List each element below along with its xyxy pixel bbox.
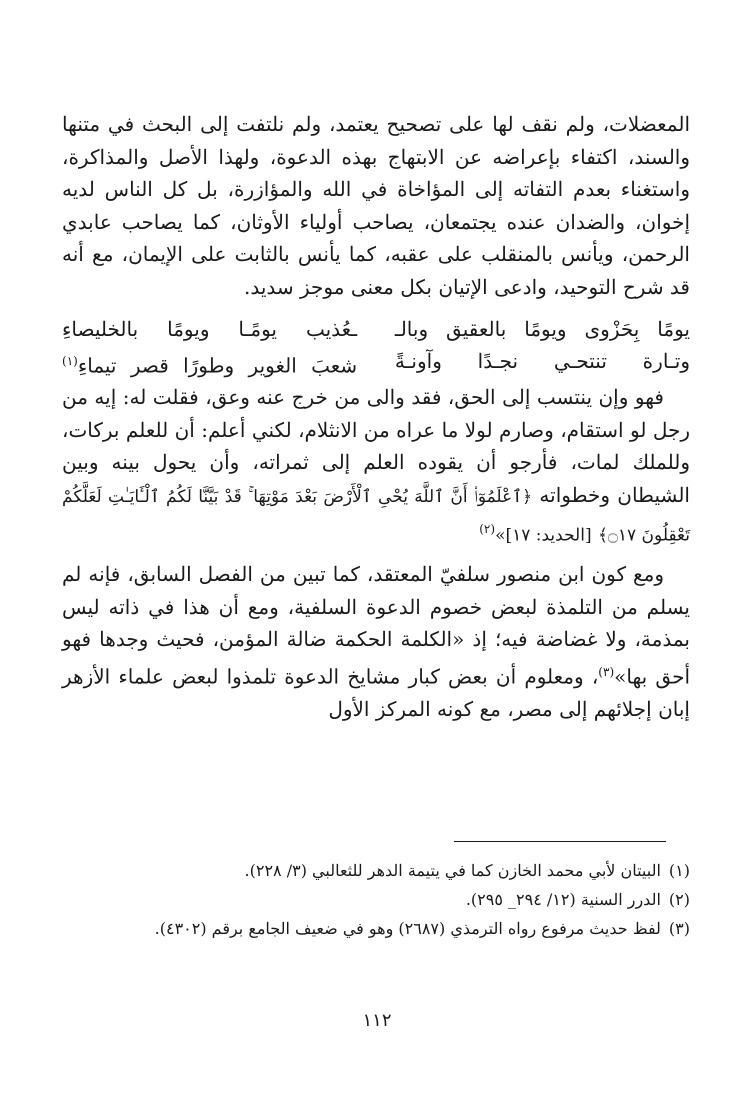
- verse-1-second-hemistich: ـعُذيب يومًـا ويومًا بالخليصاءِ: [62, 317, 358, 341]
- footnote-1-text: البيتان لأبي محمد الخازن كما في يتيمة الدهر للثعالبي (٣/ ٢٢٨).: [244, 861, 661, 880]
- footnote-3: [62, 916, 690, 941]
- main-text: [62, 108, 690, 725]
- footnote-separator: [454, 841, 666, 842]
- paragraph-2-text: فهو وإن ينتسب إلى الحق، فقد والى من خرج عنه وعق، فقلت له: إيه من رجل لو استقام، وصارم لولا ما عراه من الانثلام، لكني أعلم: أن للعلم بركات، وللملك لمات، فأرجو أن يقوده العلم إلى ثمراته، وأن يحول بينه وبين الشيطان وخطواته: [62, 385, 690, 507]
- footnote-1-number: (١): [668, 861, 690, 880]
- poem: [62, 313, 690, 377]
- verse-2-first-hemistich: وتـارة تنتحـي نجـدًا وآونـةً: [394, 349, 690, 373]
- verse-2: [62, 345, 690, 377]
- quran-reference: [الحديد: ١٧]»: [495, 525, 592, 546]
- footnote-3-text: لفظ حديث مرفوع رواه الترمذي (٢٦٨٧) وهو في ضعيف الجامع برقم (٤٣٠٢).: [154, 919, 661, 938]
- verse-2-second-hemistich-wrap: [62, 345, 357, 377]
- paragraph-3-text-b: ، ومعلوم أن بعض كبار مشايخ الدعوة تلمذوا لبعض علماء الأزهر إبان إجلائهم إلى مصر، مع كونه المركز الأول: [62, 664, 690, 721]
- verse-1: [62, 313, 690, 345]
- footnotes: [62, 858, 690, 945]
- verse-2-second-hemistich: شعبَ الغوير وطورًا قصر تيماءِ: [77, 353, 358, 378]
- footnote-ref-1: (١): [62, 354, 78, 368]
- footnote-2: [62, 887, 690, 912]
- quran-verse: ﴿ٱعْلَمُوٓا۟ أَنَّ ٱللَّهَ يُحْىِ ٱلْأَرْضَ بَعْدَ مَوْتِهَا ۚ قَدْ بَيَّنَّا لَكُمُ ٱلْـَٔايَـٰتِ لَعَلَّكُمْ تَعْقِلُونَ ۝١٧﴾: [62, 486, 690, 546]
- page-number: ١١٢: [362, 1010, 392, 1031]
- footnote-1: [62, 858, 690, 883]
- paragraph-1: المعضلات، ولم نقف لها على تصحيح يعتمد، ولم نلتفت إلى البحث في متنها والسند، اكتفاء بإعراضه عن الابتهاج بهذه الدعوة، ولهذا الأصل والمذاكرة، واستغناء بعدم التفاته إلى المؤاخاة في الله والمؤازرة، بل كل الناس لديه إخوان، والضدان عنده يجتمعان، يصاحب أولياء الأوثان، كما يصاحب عابدي الرحمن، ويأنس بالمنقلب على عقبه، كما يأنس بالثابت على الإيمان، مع أنه قد شرح التوحيد، وادعى الإتيان بكل معنى موجز سديد.: [62, 112, 690, 299]
- paragraph-2: [62, 381, 690, 552]
- paragraph-3: [62, 558, 690, 725]
- footnote-ref-2: (٢): [479, 522, 496, 536]
- paragraph-3-text-a: ومع كون ابن منصور سلفيّ المعتقد، كما تبين من الفصل السابق، فإنه لم يسلم من التلمذة لبعض خصوم الدعوة السلفية، ومع أن هذا في ذاته ليس بمذمة، ولا غضاضة فيه؛ إذ «الكلمة الحكمة ضالة المؤمن، فحيث وجدها فهو أحق بها»: [62, 562, 691, 689]
- footnote-2-text: الدرر السنية (١٢/ ٢٩٤_ ٢٩٥).: [465, 890, 661, 909]
- footnote-ref-3: (٣): [598, 664, 615, 679]
- verse-1-first-hemistich: يومًا بِحَزْوى ويومًا بالعقيق وبالـ: [394, 317, 690, 341]
- footnote-2-number: (٢): [668, 890, 690, 909]
- footnote-3-number: (٣): [668, 919, 690, 938]
